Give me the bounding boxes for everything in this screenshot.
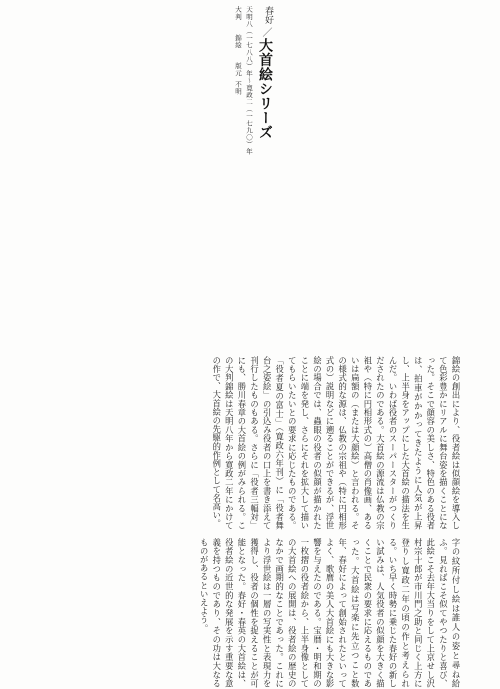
title-slash: ／: [260, 27, 271, 37]
series-prefix: 春好: [263, 6, 273, 24]
body-paragraph-lower: 字の紋所付し絵は誰人の姿と尋ね給ふ。見ればこそ似てやつたりと喜び、此絵こそ去年大当りをして上京せし沢村宗十郎が市川門之助と同じく上方に登りし寛政二年の頃の作と考えられる。いち早く時勢に乗じた春好の新しい試みは、人気役者の似顔を大きく描くことで民衆の要求に応えるものであった。大首絵は写楽に先立つこと数年、春好によって創始されたといってよく、歌麿の美人大首絵にも大きな影響を与えたのである。宝暦・明和期の一枚摺の役者絵から、上半身像としての大首絵への展開は、役者絵の歴史のなかで画期的なことであった。これにより浮世絵は一層の写実性と表現力を獲得し、役者の個性を捉えることが可能となった。春好・春英の大首絵は、役者絵の近世的な発展を示す重要な意義を持つものであり、その功は大なるものがあるといえよう。: [199, 538, 461, 688]
series-title: 大首絵シリーズ: [257, 38, 273, 140]
tier-divider: [102, 534, 462, 535]
publisher-value: 不明: [234, 80, 242, 95]
body-text-lower-tier: [102, 538, 462, 688]
section-header: [198, 6, 273, 196]
series-title-column: [255, 6, 273, 140]
period-line: 天明八（一七八八）年～寛政二（一七九〇）年: [245, 6, 253, 156]
format-line: [233, 6, 242, 155]
format-label: 大判: [234, 6, 242, 21]
body-text-upper-tier: [102, 356, 462, 530]
publisher-label: 版元: [234, 62, 242, 77]
body-paragraph-upper: 錦絵の創出により、役者絵は似顔絵を導入して色彩豊かにリアルに舞台姿を描くことになった。そこで顔容の美しさ、特色のある役者は、拍車がかかってきたように人気が上昇し、上半身をアップにした大首絵の描法を生んだ。いわば役者のスーパースターがつくりだされたのである。大首絵の源流は仏教の宗祖や（特に円相形式の）高僧の肖像画、あるいは扁額の（または大顔絵）と言われる。その様式的な源は、仏教の宗祖や（特に円相形式の）説明などに遡ることができるが、浮世絵の場合では、蟲眼の役者の似顔が描かれたことに端を発し、さらにそれを拡大して描いてもらいたいとの要求に応じたものである。「役者夏の富士」（寛政六年刊）に「役者舞台之姿絵」の引込み役者の口上を書き添えて刊行したものもある。さらに「役者三幅対」にも、勝川春章の大首絵の例がみられる。この大判錦絵は天明八年から寛政二年にかけての作で、大首絵の先駆的作例として名高い。: [211, 356, 461, 530]
metadata-block: [233, 6, 253, 155]
technique-value: 錦絵: [234, 34, 242, 49]
